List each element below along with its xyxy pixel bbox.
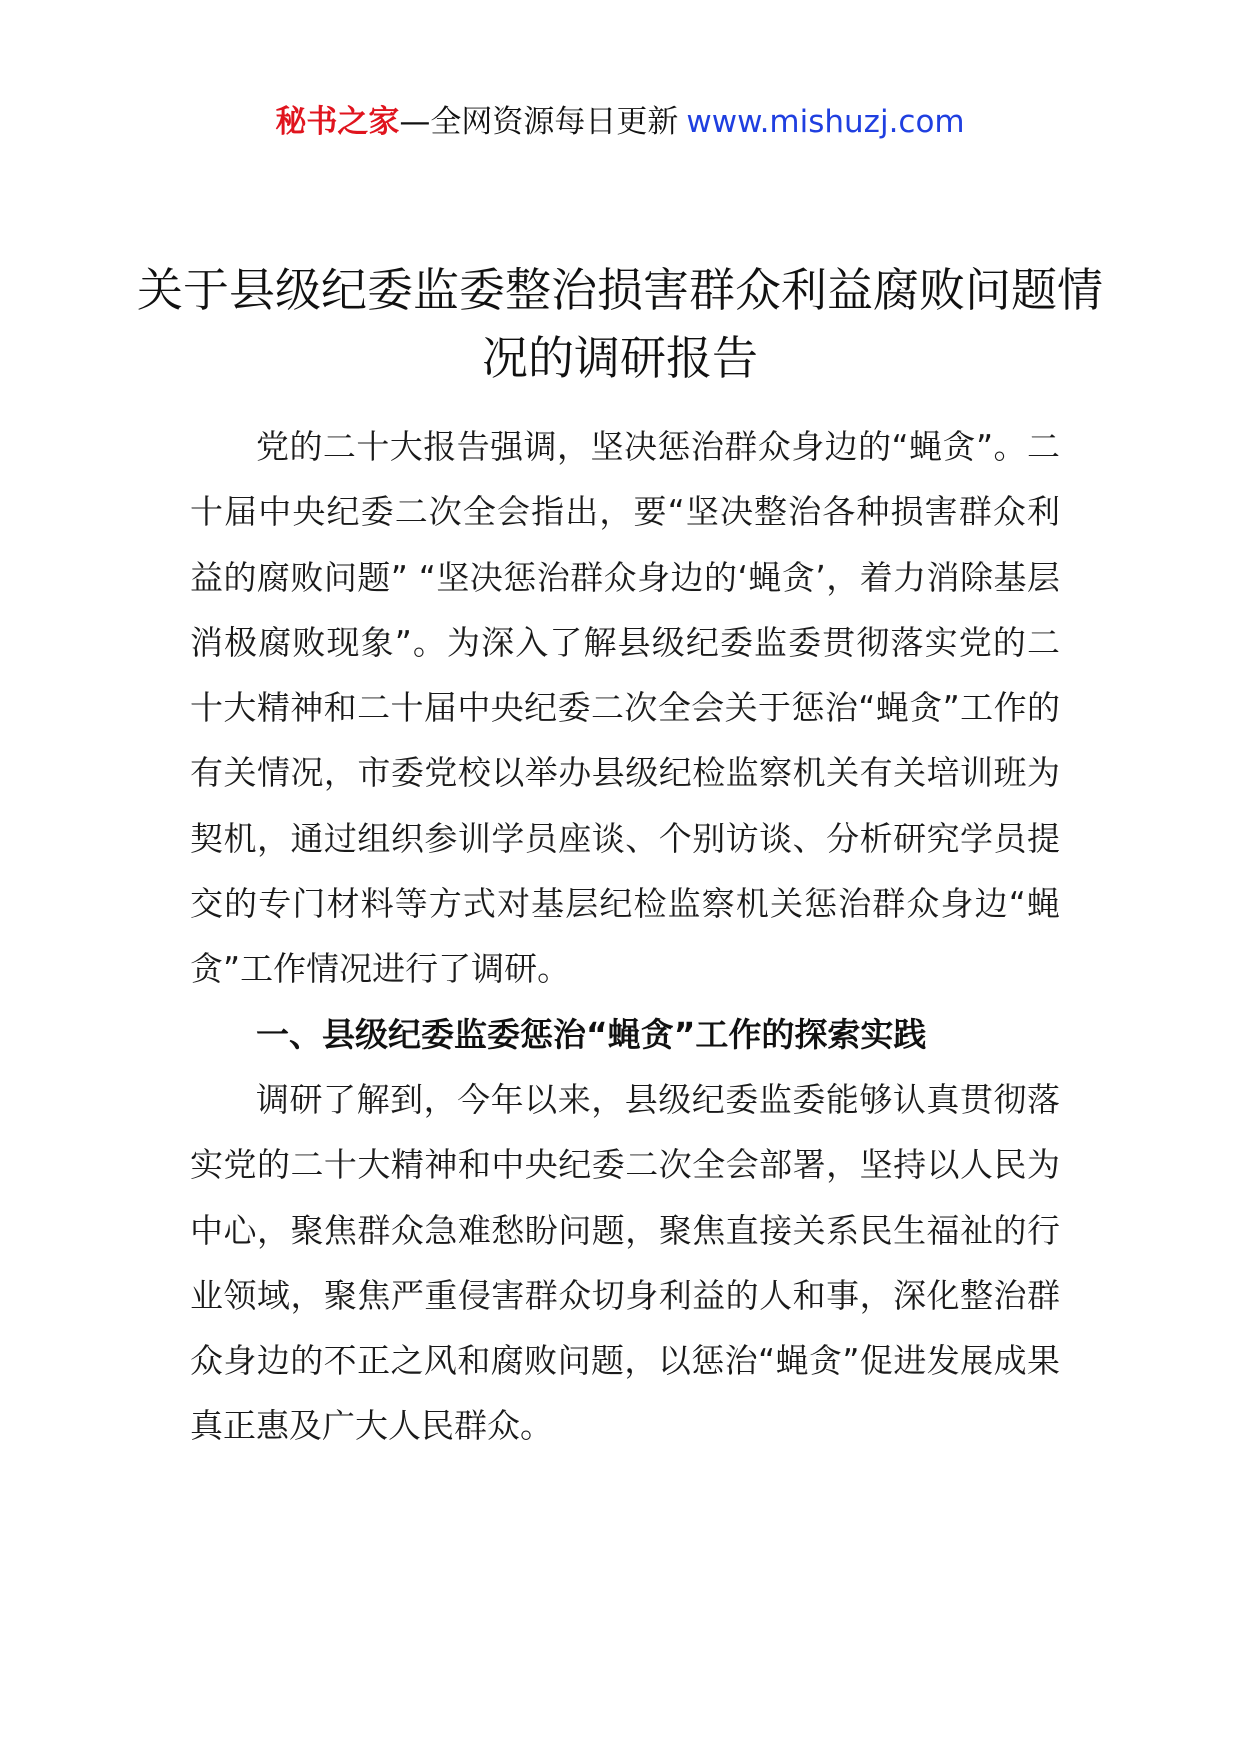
site-url-link[interactable]: www.mishuzj.com	[686, 104, 965, 140]
document-body	[190, 414, 1060, 1459]
intro-paragraph: 党的二十大报告强调，坚决惩治群众身边的“蝇贪”。二十届中央纪委二次全会指出，要“坚决整治各种损害群众利益的腐败问题” “坚决惩治群众身边的‘蝇贪’，着力消除基层消极腐败现象”。为深入了解县级纪委监委贯彻落实党的二十大精神和二十届中央纪委二次全会关于惩治“蝇贪”工作的有关情况，市委党校以举办县级纪检监察机关有关培训班为契机，通过组织参训学员座谈、个别访谈、分析研究学员提交的专门材料等方式对基层纪检监察机关惩治群众身边“蝇贪”工作情况进行了调研。	[190, 427, 1060, 989]
banner-tagline: —全网资源每日更新	[399, 104, 679, 140]
site-banner	[0, 100, 1240, 144]
brand-name: 秘书之家	[275, 104, 400, 140]
section-paragraph: 调研了解到，今年以来，县级纪委监委能够认真贯彻落实党的二十大精神和中央纪委二次全会部署，坚持以人民为中心，聚焦群众急难愁盼问题，聚焦直接关系民生福祉的行业领域，聚焦严重侵害群众切身利益的人和事，深化整治群众身边的不正之风和腐败问题，以惩治“蝇贪”促进发展成果真正惠及广大人民群众。	[190, 1079, 1060, 1446]
document-title: 关于县级纪委监委整治损害群众利益腐败问题情况的调研报告	[137, 263, 1103, 385]
section-heading: 一、县级纪委监委惩治“蝇贪”工作的探索实践	[256, 1014, 927, 1054]
